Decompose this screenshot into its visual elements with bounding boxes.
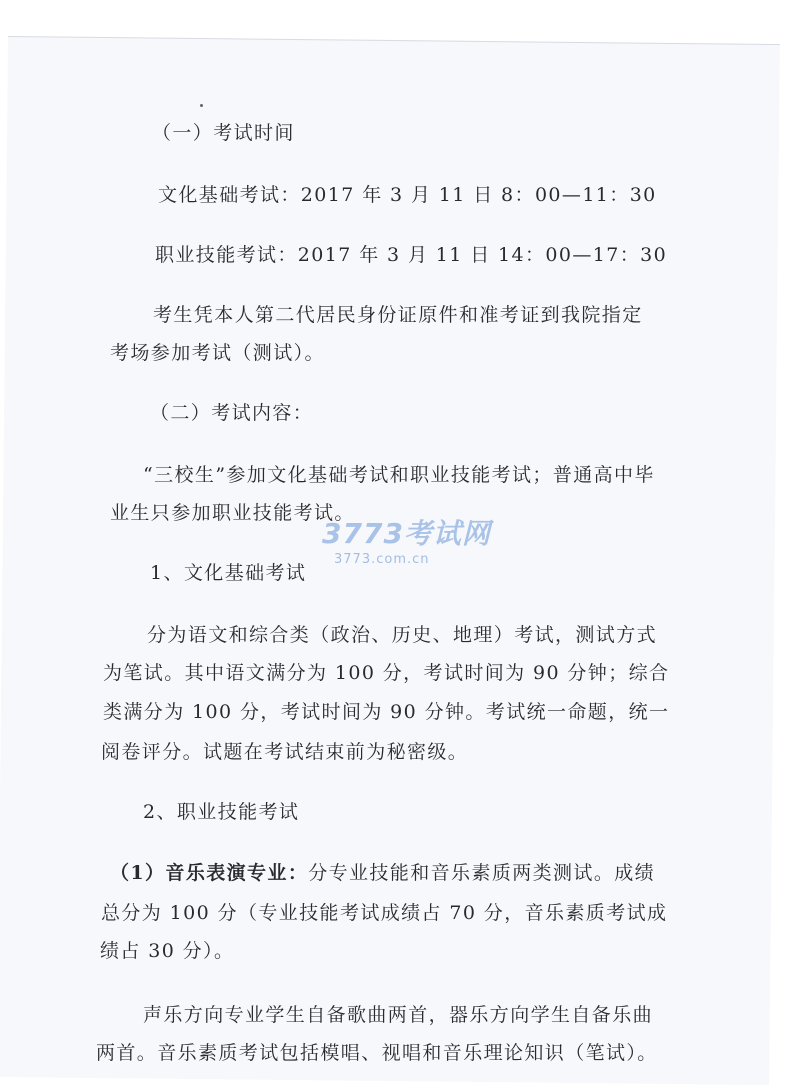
subheading-skill-exam: 2、职业技能考试: [143, 801, 300, 823]
culture-paragraph-line-2: 为笔试。其中语文满分为 100 分，考试时间为 90 分钟；综合: [103, 662, 670, 684]
id-requirement-line-1: 考生凭本人第二代居民身份证原件和准考证到我院指定: [153, 304, 643, 326]
scan-speck: [200, 104, 203, 107]
subheading-culture-exam: 1、文化基础考试: [150, 562, 307, 584]
content-paragraph-line-2: 业生只参加职业技能考试。: [110, 502, 355, 524]
music-detail-line-2: 两首。音乐素质考试包括模唱、视唱和音乐理论知识（笔试）。: [96, 1042, 658, 1064]
content-paragraph-line-1: “三校生”参加文化基础考试和职业技能考试；普通高中毕: [143, 464, 655, 486]
music-major-line-3: 绩占 30 分）。: [100, 940, 235, 962]
watermark: [322, 512, 491, 567]
music-detail-line-1: 声乐方向专业学生自备歌曲两首，器乐方向学生自备乐曲: [143, 1004, 654, 1026]
culture-paragraph-line-4: 阅卷评分。试题在考试结束前为秘密级。: [101, 741, 469, 763]
music-major-line-1: [110, 858, 655, 885]
music-major-line-2: 总分为 100 分（专业技能考试成绩占 70 分，音乐素质考试成: [101, 902, 668, 924]
skill-exam-time: 职业技能考试：2017 年 3 月 11 日 14：00—17：30: [155, 244, 668, 266]
culture-paragraph-line-1: 分为语文和综合类（政治、历史、地理）考试，测试方式: [147, 624, 658, 646]
music-major-title: （1）音乐表演专业：: [110, 862, 309, 884]
culture-exam-time: 文化基础考试：2017 年 3 月 11 日 8：00—11：30: [158, 184, 657, 206]
watermark-url: 3773.com.cn: [334, 552, 430, 567]
watermark-logo: 3773考试网: [322, 517, 491, 550]
id-requirement-line-2: 考场参加考试（测试）。: [110, 342, 325, 364]
section-heading-exam-content: （二）考试内容：: [150, 402, 314, 424]
music-major-desc: 分专业技能和音乐素质两类测试。成绩: [308, 862, 656, 884]
section-heading-exam-time: （一）考试时间: [152, 122, 295, 144]
culture-paragraph-line-3: 类满分为 100 分，考试时间为 90 分钟。考试统一命题，统一: [103, 701, 670, 723]
